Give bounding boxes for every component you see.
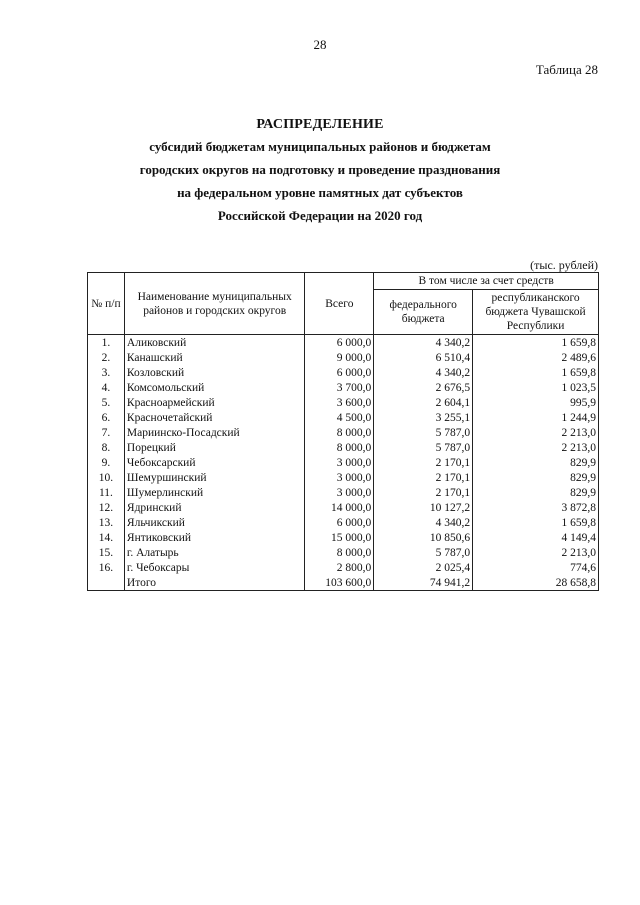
cell-num: 14. <box>88 530 125 545</box>
cell-republic: 1 659,8 <box>473 515 599 530</box>
units-label: (тыс. рублей) <box>530 258 598 272</box>
table-row <box>88 395 599 410</box>
cell-federal: 4 340,2 <box>374 365 473 380</box>
cell-total: 3 600,0 <box>305 395 374 410</box>
cell-republic: 829,9 <box>473 455 599 470</box>
table-row <box>88 485 599 500</box>
document-title <box>0 115 640 227</box>
cell-name: Аликовский <box>124 335 305 351</box>
cell-total: 8 000,0 <box>305 425 374 440</box>
page-number: 28 <box>313 37 327 52</box>
cell-num: 3. <box>88 365 125 380</box>
header-total: Всего <box>305 273 374 335</box>
cell-federal: 3 255,1 <box>374 410 473 425</box>
cell-total: 103 600,0 <box>305 575 374 591</box>
cell-name: Красночетайский <box>124 410 305 425</box>
table-row <box>88 335 599 351</box>
total-row <box>88 575 599 591</box>
header-republic: республиканского бюджета Чувашской Республики <box>473 290 599 335</box>
cell-num: 15. <box>88 545 125 560</box>
cell-num: 13. <box>88 515 125 530</box>
cell-republic: 1 659,8 <box>473 365 599 380</box>
cell-republic: 2 213,0 <box>473 440 599 455</box>
cell-republic: 829,9 <box>473 485 599 500</box>
cell-federal: 10 127,2 <box>374 500 473 515</box>
cell-name: Ядринский <box>124 500 305 515</box>
header-num: № п/п <box>88 273 125 335</box>
cell-num: 8. <box>88 440 125 455</box>
table-row <box>88 380 599 395</box>
cell-total: 8 000,0 <box>305 440 374 455</box>
cell-name: Мариинско-Посадский <box>124 425 305 440</box>
subsidy-table <box>87 272 599 591</box>
header-including: В том числе за счет средств <box>374 273 599 290</box>
cell-total: 3 700,0 <box>305 380 374 395</box>
cell-republic: 829,9 <box>473 470 599 485</box>
title-line-3: на федеральном уровне памятных дат субъектов <box>177 185 463 200</box>
table-row <box>88 545 599 560</box>
cell-republic: 2 213,0 <box>473 425 599 440</box>
cell-total: 2 800,0 <box>305 560 374 575</box>
table-row <box>88 425 599 440</box>
table-row <box>88 410 599 425</box>
title-main: РАСПРЕДЕЛЕНИЕ <box>256 117 384 132</box>
cell-name: Яльчикский <box>124 515 305 530</box>
table-row <box>88 500 599 515</box>
cell-federal: 2 676,5 <box>374 380 473 395</box>
cell-name: Красноармейский <box>124 395 305 410</box>
cell-federal: 2 604,1 <box>374 395 473 410</box>
header-name: Наименование муниципальных районов и городских округов <box>124 273 305 335</box>
cell-num: 16. <box>88 560 125 575</box>
cell-federal: 2 170,1 <box>374 455 473 470</box>
table-row <box>88 530 599 545</box>
table-row <box>88 350 599 365</box>
cell-num: 10. <box>88 470 125 485</box>
table-row <box>88 365 599 380</box>
table-row <box>88 560 599 575</box>
cell-republic: 2 489,6 <box>473 350 599 365</box>
cell-total: 6 000,0 <box>305 365 374 380</box>
cell-republic: 995,9 <box>473 395 599 410</box>
title-line-4: Российской Федерации на 2020 год <box>217 208 423 223</box>
cell-name: Канашский <box>124 350 305 365</box>
table-row <box>88 515 599 530</box>
cell-num: 5. <box>88 395 125 410</box>
cell-num: 6. <box>88 410 125 425</box>
cell-name: Янтиковский <box>124 530 305 545</box>
cell-num: 1. <box>88 335 125 351</box>
cell-total: 6 000,0 <box>305 515 374 530</box>
cell-federal: 74 941,2 <box>374 575 473 591</box>
cell-name: Шемуршинский <box>124 470 305 485</box>
cell-name: г. Чебоксары <box>124 560 305 575</box>
cell-total: 14 000,0 <box>305 500 374 515</box>
cell-federal: 2 170,1 <box>374 470 473 485</box>
cell-num: 11. <box>88 485 125 500</box>
cell-republic: 774,6 <box>473 560 599 575</box>
table-row <box>88 470 599 485</box>
cell-total: 3 000,0 <box>305 485 374 500</box>
cell-name: Порецкий <box>124 440 305 455</box>
title-line-1: субсидий бюджетам муниципальных районов и бюджетам <box>149 139 491 154</box>
cell-num: 7. <box>88 425 125 440</box>
cell-federal: 5 787,0 <box>374 425 473 440</box>
cell-total: 6 000,0 <box>305 335 374 351</box>
cell-num: 4. <box>88 380 125 395</box>
cell-total: 15 000,0 <box>305 530 374 545</box>
cell-republic: 2 213,0 <box>473 545 599 560</box>
cell-total: 9 000,0 <box>305 350 374 365</box>
cell-republic: 3 872,8 <box>473 500 599 515</box>
cell-federal: 4 340,2 <box>374 335 473 351</box>
cell-num <box>88 575 125 591</box>
cell-num: 12. <box>88 500 125 515</box>
cell-total: 3 000,0 <box>305 455 374 470</box>
cell-name: г. Алатырь <box>124 545 305 560</box>
table-label: Таблица 28 <box>535 62 598 77</box>
cell-republic: 1 023,5 <box>473 380 599 395</box>
table-body <box>88 335 599 591</box>
cell-republic: 4 149,4 <box>473 530 599 545</box>
cell-total: 4 500,0 <box>305 410 374 425</box>
cell-republic: 1 244,9 <box>473 410 599 425</box>
cell-federal: 10 850,6 <box>374 530 473 545</box>
cell-name: Козловский <box>124 365 305 380</box>
cell-num: 2. <box>88 350 125 365</box>
cell-federal: 2 025,4 <box>374 560 473 575</box>
cell-federal: 5 787,0 <box>374 440 473 455</box>
cell-federal: 6 510,4 <box>374 350 473 365</box>
cell-name: Чебоксарский <box>124 455 305 470</box>
cell-name: Комсомольский <box>124 380 305 395</box>
header-federal: федерального бюджета <box>374 290 473 335</box>
cell-republic: 1 659,8 <box>473 335 599 351</box>
table-row <box>88 455 599 470</box>
cell-federal: 2 170,1 <box>374 485 473 500</box>
cell-federal: 5 787,0 <box>374 545 473 560</box>
cell-total: 8 000,0 <box>305 545 374 560</box>
cell-name: Итого <box>124 575 305 591</box>
cell-federal: 4 340,2 <box>374 515 473 530</box>
cell-republic: 28 658,8 <box>473 575 599 591</box>
title-line-2: городских округов на подготовку и проведение празднования <box>139 162 501 177</box>
cell-total: 3 000,0 <box>305 470 374 485</box>
cell-name: Шумерлинский <box>124 485 305 500</box>
cell-num: 9. <box>88 455 125 470</box>
table-row <box>88 440 599 455</box>
